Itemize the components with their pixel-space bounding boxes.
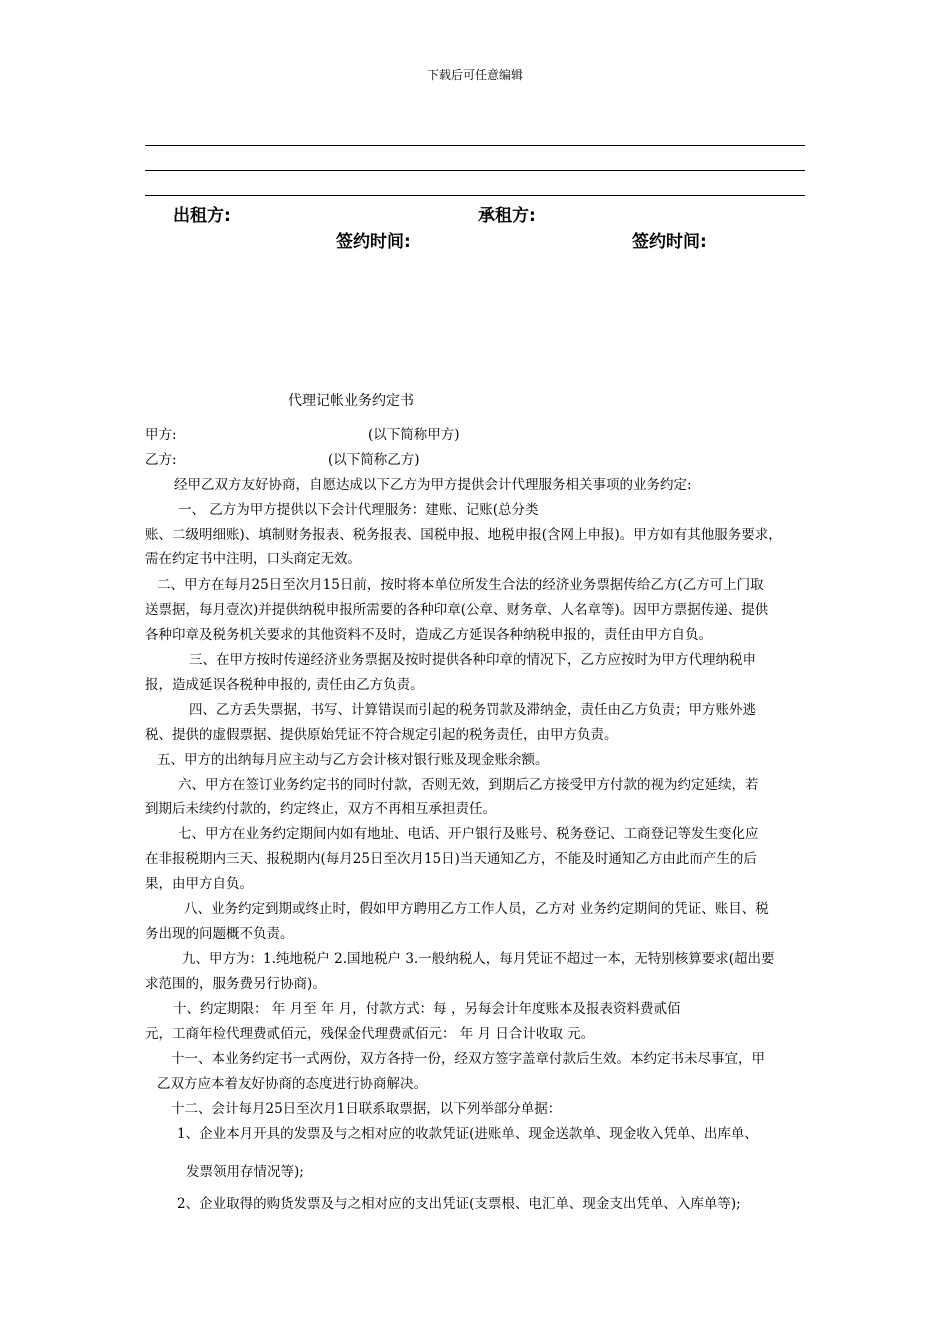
party-b-label: 乙方: (145, 452, 177, 468)
clause-line: 三、在甲方按时传递经济业务票据及按时提供各种印章的情况下，乙方应按时为甲方代理纳税申 (189, 652, 756, 668)
sign-date-label: 签约时间: (632, 232, 707, 252)
signature-rule (145, 195, 805, 196)
clause-line: 账、二级明细账)、填制财务报表、税务报表、国税申报、地税申报(含网上申报)。甲方如有其他服务要求， (145, 527, 782, 543)
party-b-note: (以下简称乙方) (328, 452, 420, 468)
signature-rule (145, 170, 805, 171)
clause-line: 果，由甲方自负。 (145, 876, 253, 892)
clause-line: 需在约定书中注明，口头商定无效。 (145, 551, 361, 567)
lessor-label: 出租方: (173, 206, 231, 226)
clause-line: 八、业务约定到期或终止时，假如甲方聘用乙方工作人员，乙方对 业务约定期间的凭证、账目、税 (184, 901, 769, 917)
intro-paragraph: 经甲乙双方友好协商，自愿达成以下乙方为甲方提供会计代理服务相关事项的业务约定: (174, 477, 692, 493)
clause-line: 在非报税期内三天、报税期内(每月25日至次月15日)当天通知乙方，不能及时通知乙方由此而产生的后 (145, 851, 757, 867)
clause-line: 二、甲方在每月25日至次月15日前，按时将本单位所发生合法的经济业务票据传给乙方(乙方可上门取 (157, 577, 764, 593)
clause-line: 税、提供的虚假票据、提供原始凭证不符合规定引起的税务责任，由甲方负责。 (145, 727, 618, 743)
clause-line: 到期后未续约付款的，约定终止，双方不再相互承担责任。 (145, 801, 496, 817)
document-title: 代理记帐业务约定书 (288, 393, 414, 409)
sign-date-label: 签约时间: (336, 232, 411, 252)
list-item: 发票领用存情况等); (186, 1164, 304, 1180)
clause-line: 报，造成延误各税种申报的, 责任由乙方负责。 (145, 677, 424, 693)
clause-line: 送票据，每月壹次)并提供纳税申报所需要的各种印章(公章、财务章、人名章等)。因甲方票据传递、提供 (145, 602, 769, 618)
clause-line: 各种印章及税务机关要求的其他资料不及时，造成乙方延误各种纳税申报的，责任由甲方自负。 (145, 627, 712, 643)
party-a-note: (以下简称甲方) (368, 427, 460, 443)
clause-line: 五、甲方的出纳每月应主动与乙方会计核对银行账及现金账余额。 (157, 752, 549, 768)
clause-line: 十一、本业务约定书一式两份，双方各持一份，经双方签字盖章付款后生效。本约定书未尽事宜，甲 (171, 1051, 765, 1067)
clause-line: 元，工商年检代理费贰佰元，残保金代理费贰佰元： 年 月 日合计收取 元。 (145, 1026, 595, 1042)
clause-line: 六、甲方在签订业务约定书的同时付款，否则无效，到期后乙方接受甲方付款的视为约定延续，若 (178, 777, 759, 793)
clause-line: 九、甲方为：1.纯地税户 2.国地税户 3.一般纳税人，每月凭证不超过一本，无特别核算要求(超出要 (182, 951, 775, 967)
lessee-label: 承租方: (478, 206, 536, 226)
clause-line: 七、甲方在业务约定期间内如有地址、电话、开户银行及账号、税务登记、工商登记等发生变化应 (178, 826, 759, 842)
clause-line: 一、 乙方为甲方提供以下会计代理服务：建账、记账(总分类 (178, 502, 539, 518)
list-item: 2、企业取得的购货发票及与之相对应的支出凭证(支票根、电汇单、现金支出凭单、入库单等); (177, 1196, 741, 1212)
clause-line: 十、约定期限： 年 月至 年 月，付款方式：每 ，另每会计年度账本及报表资料费贰佰 (173, 1001, 681, 1017)
list-item: 1、企业本月开具的发票及与之相对应的收款凭证(进账单、现金送款单、现金收入凭单、出库单、 (177, 1126, 758, 1142)
clause-line: 十二、会计每月25日至次月1日联系取票据，以下列举部分单据： (171, 1101, 562, 1117)
signature-rule (145, 145, 805, 146)
party-a-label: 甲方: (145, 427, 177, 443)
clause-line: 乙双方应本着友好协商的态度进行协商解决。 (157, 1076, 427, 1092)
clause-line: 求范围的，服务费另行协商)。 (145, 976, 326, 992)
clause-line: 四、乙方丢失票据，书写、计算错误而引起的税务罚款及滞纳金，责任由乙方负责；甲方账外逃 (189, 702, 756, 718)
clause-line: 务出现的问题概不负责。 (145, 926, 294, 942)
header-note: 下载后可任意编辑 (426, 68, 523, 82)
